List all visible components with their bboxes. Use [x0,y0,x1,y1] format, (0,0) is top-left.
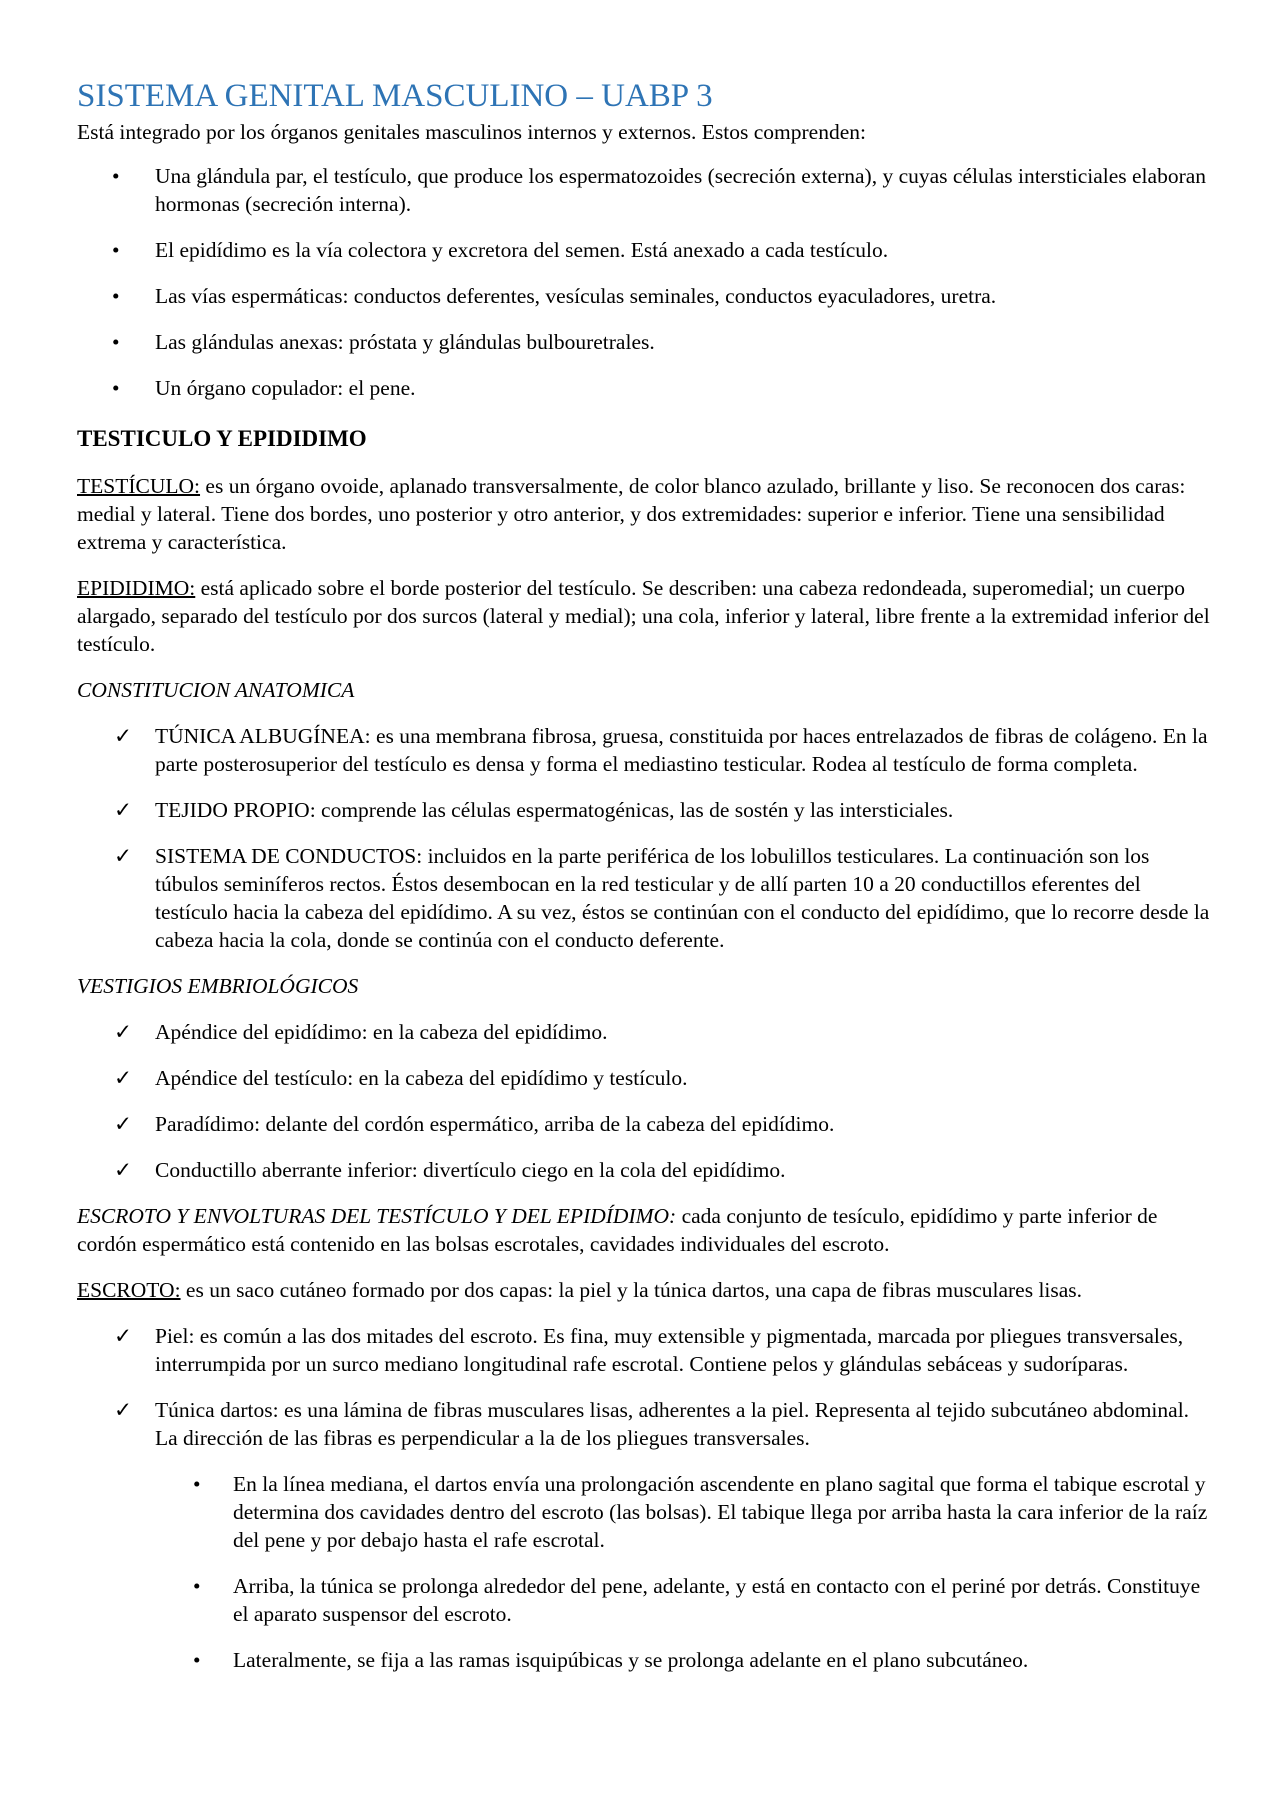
escroto-label: ESCROTO: [77,1278,181,1302]
check-icon: ✓ [114,1398,133,1422]
testiculo-paragraph: TESTÍCULO: es un órgano ovoide, aplanado transversalmente, de color blanco azulado, brillante y liso. Se reconocen dos caras: medial y lateral. Tiene dos bordes, uno posterior y otro anterior, y dos extremidades: superior e inferior. Tiene una sensibilidad extrema y característica. [77,474,1186,554]
list-item: • Las vías espermáticas: conductos deferentes, vesículas seminales, conductos eyaculadores, uretra. [112,284,997,308]
list-item: ✓ SISTEMA DE CONDUCTOS: incluidos en la parte periférica de los lobulillos testiculares. La continuación son los túbulos seminíferos rectos. Éstos desembocan en la red testicular y de allí parten 10 a 20 conductillos eferentes del testículo hacia la cabeza del epidídimo. A su vez, éstos se continúan con el conducto del epidídimo, que lo recorre desde la cabeza hacia la cola, donde se continúa con el conducto deferente. [114,844,1210,952]
epididimo-label: EPIDIDIMO: [77,576,196,600]
list-item: ✓ Piel: es común a las dos mitades del escroto. Es fina, muy extensible y pigmentada, marcada por pliegues transversales, interrumpida por un surco mediano longitudinal rafe escrotal. Contiene pelos y glándulas sebáceas y sudoríparas. [114,1324,1184,1376]
list-item: ✓ Paradídimo: delante del cordón espermático, arriba de la cabeza del epidídimo. [114,1112,835,1136]
vestigios-heading: VESTIGIOS EMBRIOLÓGICOS [77,974,359,998]
bullet-icon: • [112,330,120,354]
bullet-icon: • [112,238,120,262]
list-item: ✓ Túnica dartos: es una lámina de fibras musculares lisas, adherentes a la piel. Representa al tejido subcutáneo abdominal. La dirección de las fibras es perpendicular a la de los pliegues transversales. [114,1398,1190,1450]
bullet-icon: • [112,164,120,188]
check-icon: ✓ [114,844,133,868]
intro-list [77,162,1212,402]
page-title: SISTEMA GENITAL MASCULINO – UABP 3 [77,78,713,114]
constitucion-list [77,722,1212,954]
check-icon: ✓ [114,1324,133,1348]
check-icon: ✓ [114,1020,133,1044]
intro-paragraph: Está integrado por los órganos genitales masculinos internos y externos. Estos comprenden: [77,120,866,144]
escroto-envolturas-label: ESCROTO Y ENVOLTURAS DEL TESTÍCULO Y DEL EPIDÍDIMO: [77,1204,677,1228]
bullet-icon: • [193,1648,201,1672]
check-icon: ✓ [114,1112,133,1136]
check-icon: ✓ [114,1066,133,1090]
bullet-icon: • [112,376,120,400]
list-item: ✓ Conductillo aberrante inferior: divertículo ciego en la cola del epidídimo. [114,1158,786,1182]
bullet-icon: • [112,284,120,308]
vestigios-list [77,1018,1212,1184]
list-item: ✓ TÚNICA ALBUGÍNEA: es una membrana fibrosa, gruesa, constituida por haces entrelazados de fibras de colágeno. En la parte posterosuperior del testículo es densa y forma el mediastino testicular. Rodea al testículo de forma completa. [114,724,1208,776]
list-item: • El epidídimo es la vía colectora y excretora del semen. Está anexado a cada testículo. [112,238,889,262]
list-item: ✓ Apéndice del testículo: en la cabeza del epidídimo y testículo. [114,1066,688,1090]
list-item: • Las glándulas anexas: próstata y glándulas bulbouretrales. [112,330,655,354]
list-item: • Arriba, la túnica se prolonga alrededor del pene, adelante, y está en contacto con el periné por detrás. Constituye el aparato suspensor del escroto. [193,1574,1201,1626]
list-item: ✓ Apéndice del epidídimo: en la cabeza del epidídimo. [114,1020,608,1044]
list-item: • Una glándula par, el testículo, que produce los espermatozoides (secreción externa), y cuyas células intersticiales elaboran hormonas (secreción interna). [112,164,1207,216]
escroto-list [77,1322,1212,1452]
bullet-icon: • [193,1574,201,1598]
section-heading-testiculo: TESTICULO Y EPIDIDIMO [77,426,367,451]
dartos-sublist [77,1470,1212,1674]
list-item: • Un órgano copulador: el pene. [112,376,416,400]
check-icon: ✓ [114,1158,133,1182]
escroto-envolturas-paragraph: ESCROTO Y ENVOLTURAS DEL TESTÍCULO Y DEL EPIDÍDIMO: cada conjunto de tesículo, epidídimo y parte inferior de cordón espermático está contenido en las bolsas escrotales, cavidades individuales del escroto. [77,1204,1158,1256]
list-item: ✓ TEJIDO PROPIO: comprende las células espermatogénicas, las de sostén y las intersticiales. [114,798,954,822]
escroto-paragraph: ESCROTO: es un saco cutáneo formado por dos capas: la piel y la túnica dartos, una capa de fibras musculares lisas. [77,1278,1083,1302]
document-page [77,76,1212,1674]
list-item: • En la línea mediana, el dartos envía una prolongación ascendente en plano sagital que forma el tabique escrotal y determina dos cavidades dentro del escroto (las bolsas). El tabique llega por arriba hasta la cara inferior de la raíz del pene y por debajo hasta el rafe escrotal. [193,1472,1208,1552]
epididimo-paragraph: EPIDIDIMO: está aplicado sobre el borde posterior del testículo. Se describen: una cabeza redondeada, superomedial; un cuerpo alargado, separado del testículo por dos surcos (lateral y medial); una cola, inferior y lateral, libre frente a la extremidad inferior del testículo. [77,576,1210,656]
bullet-icon: • [193,1472,201,1496]
testiculo-label: TESTÍCULO: [77,474,201,498]
check-icon: ✓ [114,798,133,822]
check-icon: ✓ [114,724,133,748]
constitucion-heading: CONSTITUCION ANATOMICA [77,678,355,702]
list-item: • Lateralmente, se fija a las ramas isquipúbicas y se prolonga adelante en el plano subcutáneo. [193,1648,1029,1672]
